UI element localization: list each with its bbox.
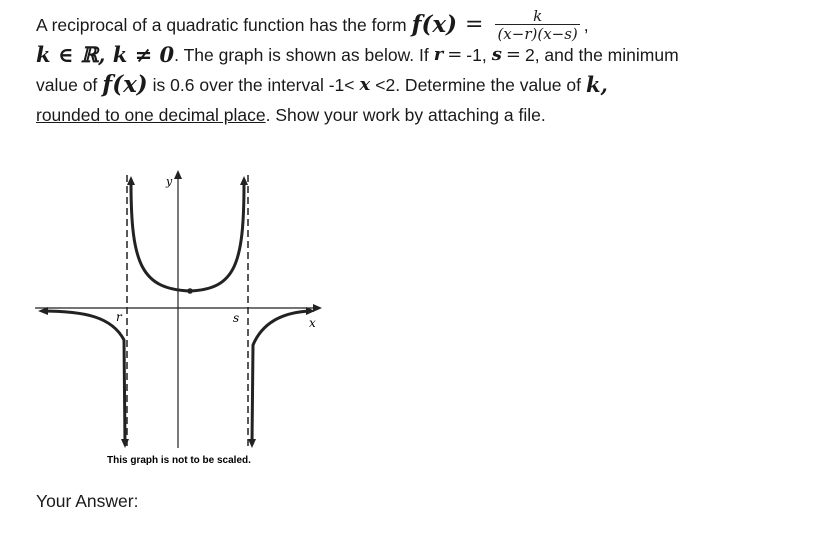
curve-left-down-arrow <box>121 439 129 448</box>
r-axis-label: r <box>116 310 122 324</box>
question-line-2: k ∈ ℝ, k ≠ 0 . The graph is shown as below. If r = -1, s = 2, and the minimum <box>36 40 806 70</box>
curve-middle <box>131 183 244 291</box>
x-symbol: x <box>359 74 371 95</box>
instruction-text: . Show your work by attaching a file. <box>265 105 546 125</box>
function-notation: f(x) <box>411 11 457 38</box>
comma: , <box>583 15 589 35</box>
k-condition: k ∈ ℝ, k ≠ 0 <box>36 42 175 67</box>
minimum-interval-text: is 0.6 over the interval -1< <box>152 75 355 95</box>
reciprocal-graph <box>30 165 330 470</box>
equals-sign: = <box>465 12 484 37</box>
curve-right <box>252 311 310 443</box>
s-symbol: s <box>491 44 502 65</box>
function-notation-2: f(x) <box>102 71 148 98</box>
graph-note: This graph is not to be scaled. <box>107 455 251 466</box>
r-symbol: r <box>433 44 444 65</box>
question-text <box>36 6 806 130</box>
question-line-4 <box>36 100 806 130</box>
y-axis-label: y <box>166 175 173 188</box>
minimum-point <box>187 288 193 294</box>
x-axis-label: x <box>309 316 316 330</box>
fraction-denominator: (x−r)(x−s) <box>497 24 578 43</box>
question-intro: A reciprocal of a quadratic function has the form <box>36 15 407 35</box>
rounding-instruction: rounded to one decimal place <box>36 105 266 125</box>
curve-left <box>42 311 125 443</box>
r-value: -1, <box>466 45 487 65</box>
fraction-numerator: k <box>533 6 543 25</box>
function-fraction <box>495 8 579 43</box>
question-line-1 <box>36 6 806 43</box>
curve-middle-right-arrow <box>240 176 248 185</box>
question-line-3: value of f(x) is 0.6 over the interval -1< x <2. Determine the value of k, <box>36 71 608 98</box>
s-axis-label: s <box>233 311 240 325</box>
k-symbol: k, <box>586 72 608 97</box>
curve-right-down-arrow <box>248 439 256 448</box>
answer-label: Your Answer: <box>36 491 139 511</box>
question-graph-intro: . The graph is shown as below. If <box>174 45 429 65</box>
y-axis-arrow <box>174 170 182 179</box>
curve-middle-left-arrow <box>127 176 135 185</box>
s-value: 2, and the minimum <box>524 45 679 65</box>
